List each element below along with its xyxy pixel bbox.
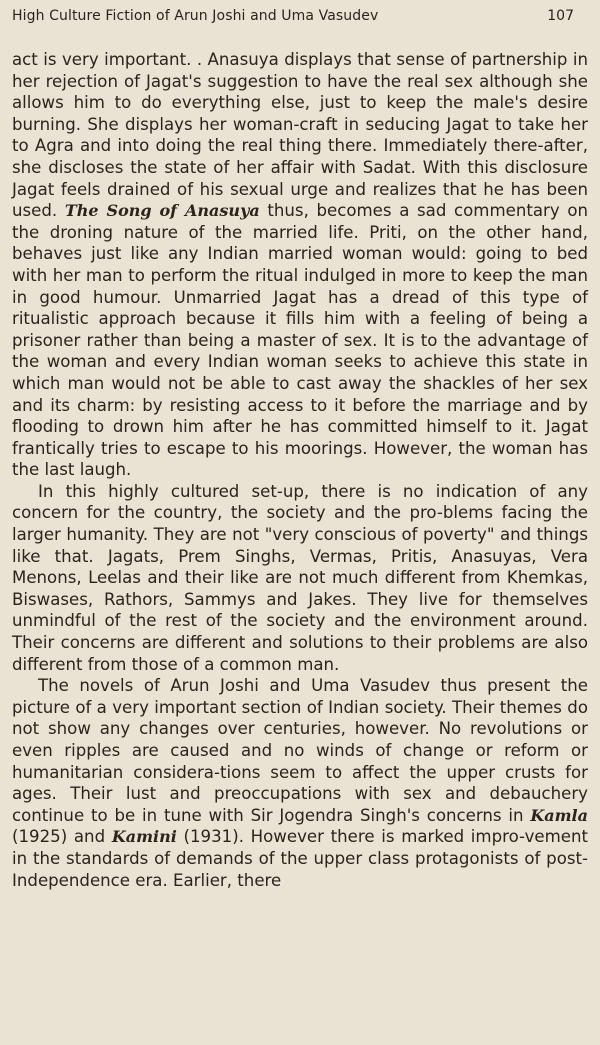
page-number: 107 bbox=[547, 8, 574, 24]
paragraph-3-text-cont: (1925) and bbox=[12, 827, 112, 847]
paragraph-2-text: In this highly cultured set-up, there is no indication of any concern for the country, the society and the pro-blems facing the larger humanity. They are not "very conscious of poverty" and things like that. Jagats, Prem Singhs, Vermas, Pritis, Anasuyas, Vera Menons, Leelas and their like are not much different from Khemkas, Biswases, Rathors, Sammys and Jakes. They live for themselves unmindful of the rest of the society and the environment around. Their concerns are different and solutions to their problems are also different from those of a common man. bbox=[12, 481, 588, 674]
book-title-kamla: Kamla bbox=[530, 805, 588, 825]
paragraph-3 bbox=[12, 675, 588, 891]
book-title-kamini: Kamini bbox=[111, 827, 177, 847]
paragraph-2 bbox=[12, 481, 588, 675]
paragraph-1-text: act is very important. . Anasuya displays that sense of partnership in her rejection of Jagat's suggestion to have the real sex although she allows him to do everything else, just to keep the male's desire burning. She displays her woman-craft in seducing Jagat to take her to Agra and into doing the real thing there. Immediately there-after, she discloses the state of her affair with Sadat. With this disclosure Jagat feels drained of his sexual urge and realizes that he has been used. bbox=[12, 50, 588, 221]
paragraph-1 bbox=[12, 49, 588, 481]
paragraph-3-text: The novels of Arun Joshi and Uma Vasudev thus present the picture of a very important section of Indian society. Their themes do not show any changes over centuries, however. No revolutions or even ripples are caused and no winds of change or reform or humanitarian considera-tions seem to affect the upper crusts for ages. Their lust and preoccupations with sex and debauchery continue to be in tune with Sir Jogendra Singh's concerns in bbox=[12, 676, 588, 825]
paragraph-3-text-end: (1931). However there is marked impro-vement in the standards of demands of the upper class protagonists of post-Independence era. Earlier, there bbox=[12, 827, 589, 890]
body-text bbox=[12, 49, 588, 891]
paragraph-1-text-cont: thus, becomes a sad commentary on the droning nature of the married life. Priti, on the other hand, behaves just like any Indian married woman would: going to bed with her man to perform the ritual indulged in more to keep the man in good humour. Unmarried Jagat has a dread of this type of ritualistic approach because it fills him with a feeling of being a prisoner rather than being a master of sex. It is to the advantage of the woman and every Indian woman seeks to achieve this state in which man would not be able to cast away the shackles of her sex and its charm: by resisting access to it before the marriage and by flooding to drown him after he has committed himself to it. Jagat frantically tries to escape to his moorings. However, the woman has the last laugh. bbox=[12, 201, 588, 480]
book-title-the-song-of-anasuya: The Song of Anasuya bbox=[64, 201, 260, 221]
running-header bbox=[12, 7, 588, 25]
running-title: High Culture Fiction of Arun Joshi and Uma Vasudev bbox=[12, 8, 379, 24]
